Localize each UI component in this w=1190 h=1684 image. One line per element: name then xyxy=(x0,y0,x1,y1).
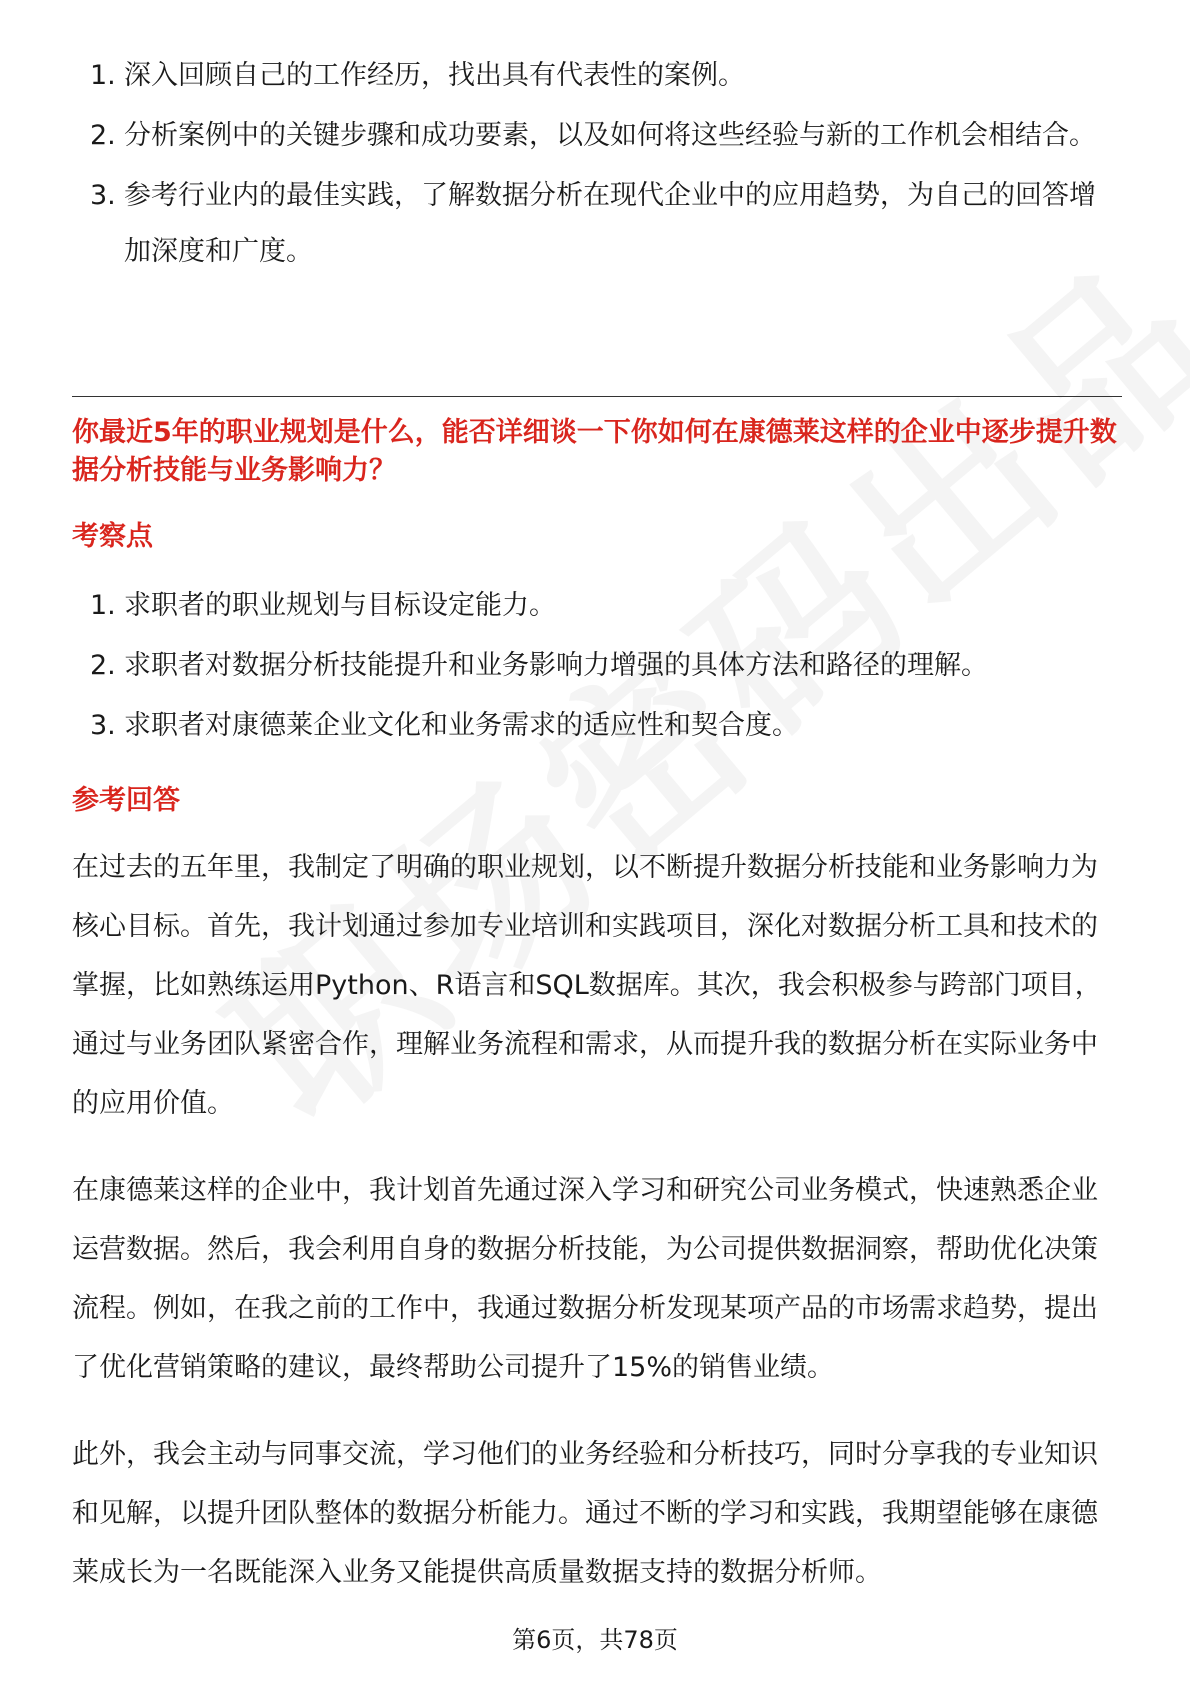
list-item xyxy=(72,108,1122,164)
answer-paragraph: 在过去的五年里，我制定了明确的职业规划，以不断提升数据分析技能和业务影响力为核心目标。首先，我计划通过参加专业培训和实践项目，深化对数据分析工具和技术的掌握，比如熟练运用Python、R语言和SQL数据库。其次，我会积极参与跨部门项目，通过与业务团队紧密合作，理解业务流程和需求，从而提升我的数据分析在实际业务中的应用价值。 xyxy=(72,852,1102,1119)
list-item xyxy=(72,698,1122,754)
list-item xyxy=(72,48,1122,104)
list-number: 3. xyxy=(90,180,116,211)
list-text: 深入回顾自己的工作经历，找出具有代表性的案例。 xyxy=(124,60,745,91)
list-text: 求职者的职业规划与目标设定能力。 xyxy=(124,590,556,621)
focus-list xyxy=(72,578,1122,758)
list-number: 2. xyxy=(90,650,116,681)
list-number: 1. xyxy=(90,60,116,91)
section-divider xyxy=(72,396,1122,397)
list-text: 参考行业内的最佳实践，了解数据分析在现代企业中的应用趋势，为自己的回答增加深度和广度。 xyxy=(124,180,1096,267)
answer-body xyxy=(72,838,1122,1630)
answer-paragraph: 在康德莱这样的企业中，我计划首先通过深入学习和研究公司业务模式，快速熟悉企业运营数据。然后，我会利用自身的数据分析技能，为公司提供数据洞察，帮助优化决策流程。例如，在我之前的工作中，我通过数据分析发现某项产品的市场需求趋势，提出了优化营销策略的建议，最终帮助公司提升了15%的销售业绩。 xyxy=(72,1175,1098,1383)
list-item xyxy=(72,578,1122,634)
list-item xyxy=(72,168,1122,280)
list-number: 1. xyxy=(90,590,116,621)
question-heading: 你最近5年的职业规划是什么，能否详细谈一下你如何在康德莱这样的企业中逐步提升数据分析技能与业务影响力？ xyxy=(72,417,1117,486)
list-number: 3. xyxy=(90,710,116,741)
answer-paragraph: 此外，我会主动与同事交流，学习他们的业务经验和分析技巧，同时分享我的专业知识和见解，以提升团队整体的数据分析能力。通过不断的学习和实践，我期望能够在康德莱成长为一名既能深入业务又能提供高质量数据支持的数据分析师。 xyxy=(72,1439,1098,1588)
page-footer: 第6页，共78页 xyxy=(512,1626,678,1654)
list-item xyxy=(72,638,1122,694)
list-number: 2. xyxy=(90,120,116,151)
list-text: 求职者对康德莱企业文化和业务需求的适应性和契合度。 xyxy=(124,710,799,741)
list-text: 分析案例中的关键步骤和成功要素，以及如何将这些经验与新的工作机会相结合。 xyxy=(124,120,1096,151)
list-text: 求职者对数据分析技能提升和业务影响力增强的具体方法和路径的理解。 xyxy=(124,650,988,681)
focus-title: 考察点 xyxy=(72,521,153,552)
top-list xyxy=(72,48,1122,284)
answer-title: 参考回答 xyxy=(72,785,180,816)
